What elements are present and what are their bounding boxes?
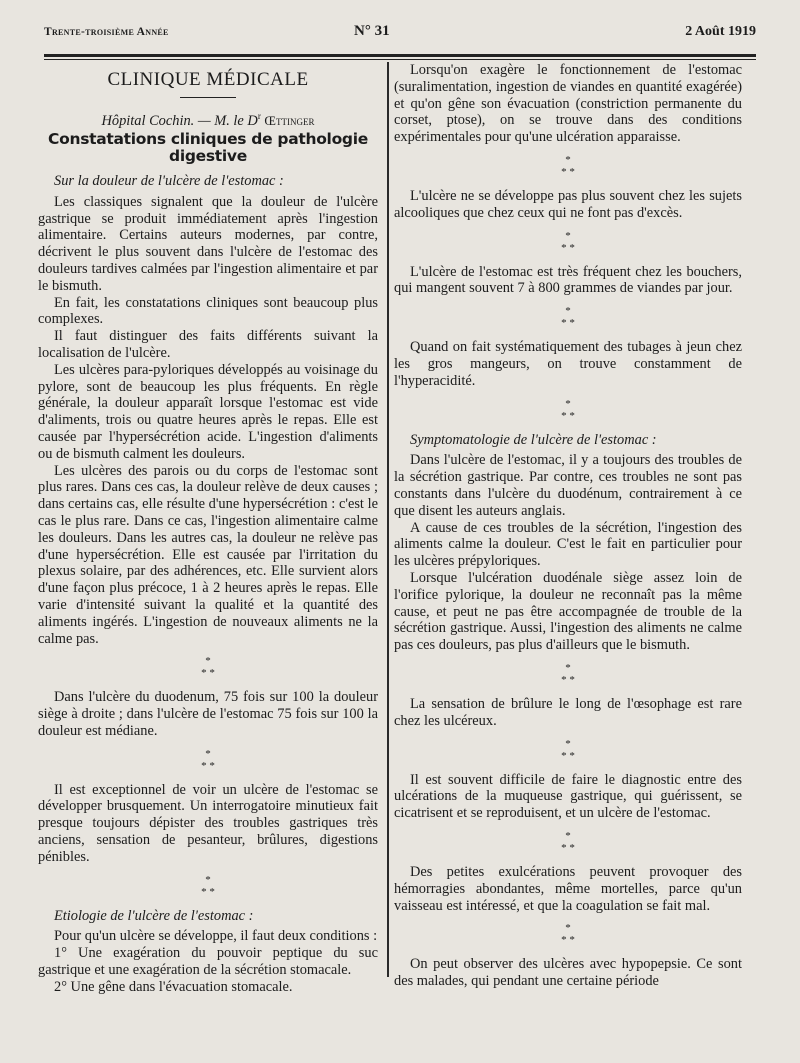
- asterism-separator: * * *: [201, 655, 215, 680]
- asterism-separator: * * *: [201, 747, 215, 772]
- paragraph: 1° Une exagération du pouvoir peptique du suc gastrique et une exagération de la sécrétion stomacale.: [38, 945, 378, 979]
- title-rule: [180, 97, 236, 98]
- header-date: 2 Août 1919: [685, 24, 756, 39]
- paragraph: Dans l'ulcère du duodenum, 75 fois sur 100 la douleur siège à droite ; dans l'ulcère de l'estomac 75 fois sur 100 la douleur est médiane.: [38, 689, 378, 739]
- asterism-separator: * * *: [561, 153, 575, 178]
- asterism-separator: * * *: [561, 229, 575, 254]
- paragraph: Il est souvent difficile de faire le diagnostic entre des ulcérations de la muqueuse gastrique, qui guérissent, se cicatrisent et se reproduisent, et un ulcère de l'estomac.: [394, 771, 742, 822]
- page-header: [44, 23, 756, 48]
- paragraph: Il faut distinguer des faits différents suivant la localisation de l'ulcère.: [38, 328, 378, 361]
- paragraph: 2° Une gêne dans l'évacuation stomacale.: [54, 978, 293, 995]
- right-column: [394, 62, 742, 990]
- paragraph: Des petites exulcérations peuvent provoquer des hémorragies abondantes, même mortelles, parce qu'un vaisseau est intéressé, et que la coagulation se fait mal.: [394, 863, 742, 914]
- paragraph: Quand on fait systématiquement des tubages à jeun chez les gros mangeurs, on trouve constamment de l'hyperacidité.: [394, 339, 742, 389]
- asterism-separator: * * *: [561, 829, 575, 854]
- left-column: [38, 62, 378, 996]
- asterism-separator: * * *: [561, 661, 575, 686]
- header-volume: Trente-troisième Année: [44, 26, 169, 38]
- paragraph: On peut observer des ulcères avec hypopepsie. Ce sont des malades, qui pendant une certaine période: [394, 956, 742, 990]
- section-heading-etiologie: Etiologie de l'ulcère de l'estomac :: [54, 907, 254, 924]
- asterism-separator: * * *: [561, 922, 575, 947]
- paragraph: Lorsqu'on exagère le fonctionnement de l'estomac (suralimentation, ingestion de viandes en quantité exagérée) et qu'on gêne son évacuation (constriction permanente du corset, ptose), on se trouve dans des conditions expérimentales pour qu'une ulcération apparaisse.: [394, 62, 742, 146]
- header-issue-number: N° 31: [354, 23, 390, 39]
- paragraph: Il est exceptionnel de voir un ulcère de l'estomac se développer brusquement. Un interrogatoire minutieux fait presque toujours dépister des troubles gastriques très anciens, sensation de pesanteur, brûlures, digestions pénibles.: [38, 781, 378, 865]
- paragraph: L'ulcère de l'estomac est très fréquent chez les bouchers, qui mangent souvent 7 à 800 grammes de viandes par jour.: [394, 263, 742, 297]
- asterism-separator: * * *: [561, 737, 575, 762]
- section-heading-symptomatologie: Symptomatologie de l'ulcère de l'estomac :: [410, 431, 657, 448]
- paragraph: En fait, les constatations cliniques sont beaucoup plus complexes.: [38, 294, 378, 328]
- paragraph: Les classiques signalent que la douleur de l'ulcère gastrique se produit immédiatement après l'ingestion alimentaire. Certains auteurs modernes, par contre, décrivent le plus souvent dans l'ulcère de l'estomac des douleurs tardives calmées par l'ingestion alimentaire et par le bismuth.: [38, 193, 378, 294]
- paragraph: Les ulcères des parois ou du corps de l'estomac sont plus rares. Dans ces cas, la douleur relève de deux causes ; dans certains cas, elle résulte d'une hypersécrétion : c'est le cas le plus rare. Dans ce cas, l'ingestion alimentaire calme les douleurs. Dans les autres cas, la douleur ne relève pas d'une hypersécrétion. Elle est causée par l'irritation du plexus solaire, par des adhérences, etc. Elle survient alors d'une façon plus précoce, 1 à 2 heures après le repas. Elle varie d'intensité suivant la qualité et la quantité des aliments ingérés. L'ingestion de nouveaux aliments ne la calme pas.: [38, 462, 378, 647]
- article-byline: [38, 108, 378, 130]
- byline-location: Hôpital Cochin. — M. le D: [101, 112, 258, 129]
- byline-author: Œttinger: [264, 112, 315, 128]
- column-divider: [387, 62, 389, 977]
- paragraph: La sensation de brûlure le long de l'œsophage est rare chez les ulcéreux.: [394, 695, 742, 729]
- byline-sup: r: [257, 110, 261, 121]
- paragraph: Pour qu'un ulcère se développe, il faut deux conditions :: [54, 928, 378, 945]
- header-rule-thin: [44, 59, 756, 60]
- paragraph: Lorsque l'ulcération duodénale siège assez loin de l'orifice pylorique, la douleur ne reconnaît pas la même cause, et peut ne pas être accompagnée de trouble de la sécrétion gastrique. Aussi, l'ingestion des aliments ne calme pas ces douleurs, pas plus d'ailleurs que le bismuth.: [394, 569, 742, 654]
- article-title: Constatations cliniques de pathologie digestive: [48, 130, 368, 166]
- paragraph: Dans l'ulcère de l'estomac, il y a toujours des troubles de la sécrétion gastrique. Par contre, ces troubles ne sont pas constants dans l'ulcère du duodénum, contrairement à ce que disent les auteurs anglais.: [394, 452, 742, 519]
- section-title: CLINIQUE MÉDICALE: [107, 69, 309, 90]
- header-rule-thick: [44, 54, 756, 57]
- asterism-separator: * * *: [561, 397, 575, 422]
- asterism-separator: * * *: [201, 873, 215, 898]
- paragraph: A cause de ces troubles de la sécrétion, l'ingestion des aliments calme la douleur. C'est le fait en particulier pour les ulcères prépyloriques.: [394, 519, 742, 570]
- section-heading-douleur: Sur la douleur de l'ulcère de l'estomac :: [54, 172, 284, 189]
- paragraph: Les ulcères para-pyloriques développés au voisinage du pylore, sont de beaucoup les plus fréquents. En règle générale, la douleur apparaît lorsque l'estomac est vide d'aliments, trois ou quatre heures après le repas. Elle est causée par l'hypersécrétion acide. L'ingestion d'aliments ou de bismuth calment les douleurs.: [38, 361, 378, 462]
- paragraph: L'ulcère ne se développe pas plus souvent chez les sujets alcooliques que chez ceux qui ne font pas d'excès.: [394, 187, 742, 221]
- asterism-separator: * * *: [561, 305, 575, 330]
